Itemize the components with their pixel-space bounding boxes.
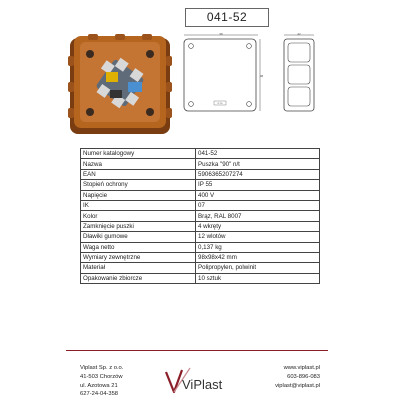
spec-label: Materiał — [81, 263, 196, 273]
table-row — [81, 190, 320, 200]
spec-value: Brąz, RAL 8007 — [196, 211, 320, 221]
email-link[interactable]: viplast@viplast.pl — [275, 382, 320, 389]
table-row — [81, 169, 320, 179]
table-row — [81, 180, 320, 190]
table-row — [81, 221, 320, 231]
product-code: 041-52 — [185, 8, 269, 27]
spec-value: 0,137 kg — [196, 242, 320, 252]
table-row — [81, 263, 320, 273]
specification-table — [80, 148, 320, 284]
spec-label: Dławiki gumowe — [81, 232, 196, 242]
table-row — [81, 242, 320, 252]
table-row — [81, 149, 320, 159]
product-photo — [66, 32, 174, 140]
footer-divider — [66, 350, 328, 351]
company-city: 41-503 Chorzów — [80, 373, 123, 380]
spec-value: 5906365207274 — [196, 169, 320, 179]
table-row — [81, 232, 320, 242]
spec-label: IK — [81, 200, 196, 210]
company-name: Viplast Sp. z o.o. — [80, 365, 124, 371]
spec-label: EAN — [81, 169, 196, 179]
spec-label: Waga netto — [81, 242, 196, 252]
spec-label: Opakowanie zbiorcze — [81, 273, 196, 283]
spec-label: Stopień ochrony — [81, 180, 196, 190]
front-width-label: 98 — [219, 31, 223, 36]
side-view-drawing — [280, 33, 318, 115]
spec-value: 98x98x42 mm — [196, 252, 320, 262]
side-width-label: 42 — [297, 31, 301, 36]
website-link[interactable]: www.viplast.pl — [283, 365, 320, 371]
height-label: 98 — [259, 74, 264, 78]
spec-value: Puszka "90" n/t — [196, 159, 320, 169]
spec-label: Zamknięcie puszki — [81, 221, 196, 231]
company-contact — [275, 364, 320, 390]
ip-mark: IP 55 — [217, 103, 223, 105]
table-row — [81, 273, 320, 283]
spec-value: 4 wkręty — [196, 221, 320, 231]
contact-phone: 603-896-083 — [287, 373, 320, 380]
company-address — [80, 364, 123, 399]
viplast-logo — [162, 366, 242, 396]
spec-value: 12 wlotów — [196, 232, 320, 242]
spec-value: 400 V — [196, 190, 320, 200]
spec-value: 10 sztuk — [196, 273, 320, 283]
company-street: ul. Azotowa 21 — [80, 382, 118, 389]
logo-text: ViPlast — [182, 377, 223, 392]
table-row — [81, 159, 320, 169]
spec-label: Nazwa — [81, 159, 196, 169]
front-view-drawing — [180, 33, 262, 115]
spec-value: 07 — [196, 200, 320, 210]
spec-label: Kolor — [81, 211, 196, 221]
spec-label: Napięcie — [81, 190, 196, 200]
table-row — [81, 200, 320, 210]
table-row — [81, 211, 320, 221]
spec-label: Wymiary zewnętrzne — [81, 252, 196, 262]
spec-value: IP 55 — [196, 180, 320, 190]
spec-label: Numer katalogowy — [81, 149, 196, 159]
spec-value: Polipropylen, polwinit — [196, 263, 320, 273]
company-phone: 627-24-04-358 — [80, 391, 119, 398]
spec-value: 041-52 — [196, 149, 320, 159]
table-row — [81, 252, 320, 262]
